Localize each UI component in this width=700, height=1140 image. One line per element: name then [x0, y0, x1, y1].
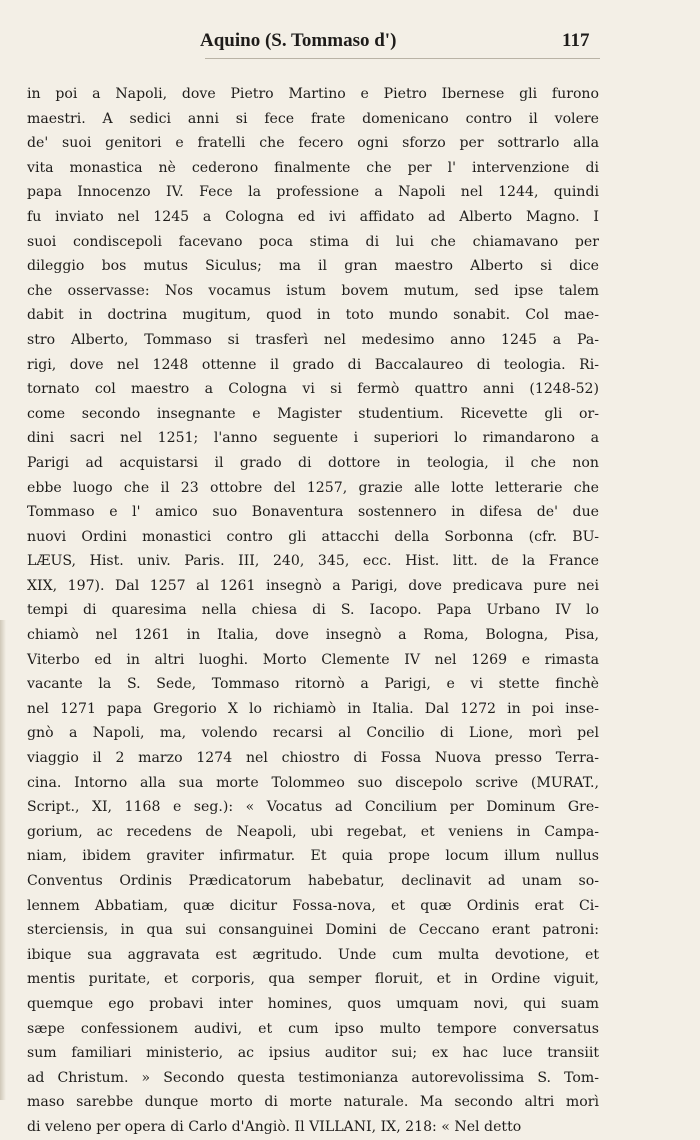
text-line: ebbe luogo che il 23 ottobre del 1257, grazie alle lotte letterarie che	[27, 479, 599, 496]
text-line: maso sarebbe dunque morto di morte naturale. Ma secondo altri morì	[27, 1094, 599, 1111]
body-text	[27, 82, 599, 1140]
text-line: dileggio bos mutus Siculus; ma il gran maestro Alberto si dice	[27, 258, 599, 275]
text-line: tempi di quaresima nella chiesa di S. Iacopo. Papa Urbano IV lo	[27, 602, 599, 619]
text-line: Script., XI, 1168 e seg.): « Vocatus ad Concilium per Dominum Gre-	[27, 799, 599, 816]
text-line: papa Innocenzo IV. Fece la professione a Napoli nel 1244, quindi	[27, 184, 599, 201]
text-line: viaggio il 2 marzo 1274 nel chiostro di Fossa Nuova presso Terra-	[27, 750, 599, 767]
running-header	[0, 30, 700, 58]
text-line: tornato col maestro a Cologna vi si fermò quattro anni (1248-52)	[27, 381, 599, 398]
text-line: stro Alberto, Tommaso si trasferì nel medesimo anno 1245 a Pa-	[27, 331, 599, 348]
text-line: sæpe confessionem audivi, et cum ipso multo tempore conversatus	[27, 1020, 599, 1037]
text-line: sum familiari ministerio, ac ipsius auditor sui; ex hac luce transiit	[27, 1045, 599, 1062]
text-line: come secondo insegnante e Magister studentium. Ricevette gli or-	[27, 405, 599, 422]
text-line: gorium, ac recedens de Neapoli, ubi regebat, et veniens in Campa-	[27, 823, 599, 840]
text-line: quemque ego probavi inter homines, quos umquam novi, qui suam	[27, 995, 599, 1012]
text-line: Tommaso e l' amico suo Bonaventura sostennero in difesa de' due	[27, 504, 599, 521]
text-line: di veleno per opera di Carlo d'Angiò. Il VILLANI, IX, 218: « Nel detto	[27, 1118, 522, 1135]
text-line: vita monastica nè cederono finalmente che per l' intervenzione di	[27, 159, 599, 176]
text-line: fu inviato nel 1245 a Cologna ed ivi affidato ad Alberto Magno. I	[27, 208, 599, 225]
text-line: chiamò nel 1261 in Italia, dove insegnò a Roma, Bologna, Pisa,	[27, 627, 599, 644]
header-rule	[205, 58, 600, 59]
text-line: gnò a Napoli, ma, volendo recarsi al Concilio di Lione, morì pel	[27, 725, 599, 742]
text-line: Viterbo ed in altri luoghi. Morto Clemente IV nel 1269 e rimasta	[27, 651, 599, 668]
text-line: in poi a Napoli, dove Pietro Martino e Pietro Ibernese gli furono	[27, 86, 599, 102]
text-line: lennem Abbatiam, quæ dicitur Fossa-nova, et quæ Ordinis erat Ci-	[27, 897, 599, 914]
text-line: ad Christum. » Secondo questa testimonianza autorevolissima S. Tom-	[27, 1069, 599, 1086]
text-line: che osservasse: Nos vocamus istum bovem mutum, sed ipse talem	[27, 282, 599, 299]
page-number: 117	[562, 30, 590, 51]
text-line: rigi, dove nel 1248 ottenne il grado di Baccalaureo di teologia. Ri-	[27, 356, 599, 373]
text-line: Conventus Ordinis Prædicatorum habebatur, declinavit ad unam so-	[27, 873, 599, 889]
text-line: vacante la S. Sede, Tommaso ritornò a Parigi, e vi stette finchè	[27, 676, 599, 693]
text-line: cina. Intorno alla sua morte Tolommeo suo discepolo scrive (MURAT.,	[27, 774, 599, 791]
text-line: Parigi ad acquistarsi il grado di dottore in teologia, il che non	[27, 454, 599, 471]
text-line: LÆUS, Hist. univ. Paris. III, 240, 345, ecc. Hist. litt. de la France	[27, 553, 599, 570]
text-line: sterciensis, in qua sui consanguinei Domini de Ceccano erant patroni:	[27, 922, 599, 939]
page-edge-shadow	[0, 620, 6, 1100]
running-title: Aquino (S. Tommaso d')	[200, 30, 397, 51]
text-line: nel 1271 papa Gregorio X lo richiamò in Italia. Dal 1272 in poi inse-	[27, 700, 599, 717]
text-line: XIX, 197). Dal 1257 al 1261 insegnò a Parigi, dove predicava pure nei	[27, 577, 599, 594]
text-line: dini sacri nel 1251; l'anno seguente i superiori lo rimandarono a	[27, 430, 599, 447]
text-line: de' suoi genitori e fratelli che fecero ogni sforzo per sottrarlo alla	[27, 135, 599, 152]
text-line: mentis puritate, et corporis, qua semper floruit, et in Ordine viguit,	[27, 971, 599, 988]
text-line: niam, ibidem graviter infirmatur. Et quia prope locum illum nullus	[27, 848, 599, 865]
text-line: maestri. A sedici anni si fece frate domenicano contro il volere	[27, 110, 599, 127]
text-line: suoi condiscepoli facevano poca stima di lui che chiamavano per	[27, 233, 599, 250]
text-line: dabit in doctrina mugitum, quod in toto mundo sonabit. Col mae-	[27, 307, 599, 324]
text-line: nuovi Ordini monastici contro gli attacchi della Sorbonna (cfr. BU-	[27, 528, 599, 545]
text-line: ibique sua aggravata est ægritudo. Unde cum multa devotione, et	[27, 946, 599, 963]
